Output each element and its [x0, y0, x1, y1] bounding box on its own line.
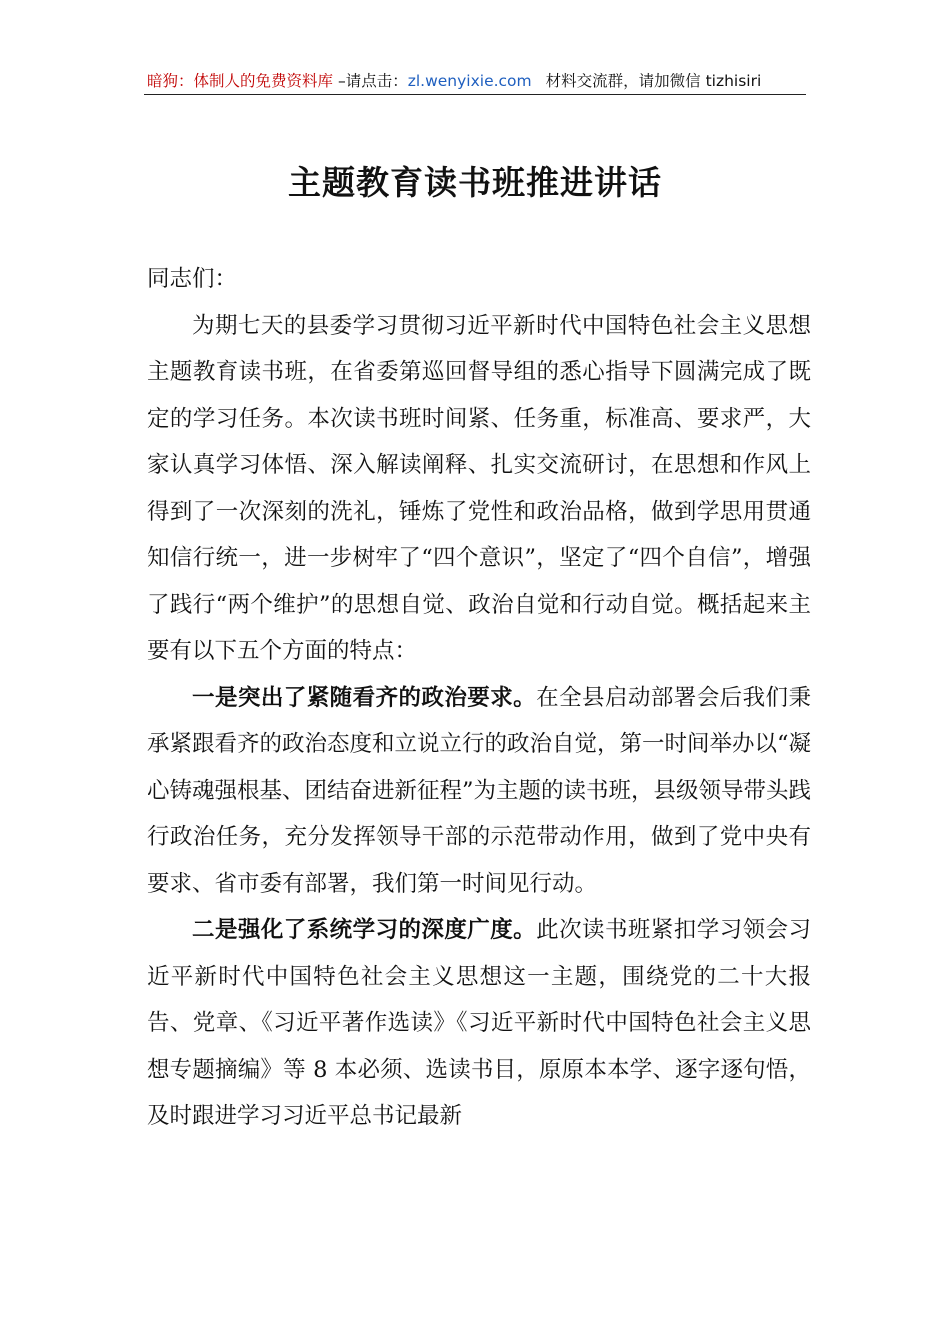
header-brand-link[interactable]: 暗狗：体制人的免费资料库 [147, 72, 334, 90]
paragraph-lead: 二是强化了系统学习的深度广度。 [192, 917, 537, 943]
page-header [147, 70, 807, 92]
paragraph-text: 为期七天的县委学习贯彻习近平新时代中国特色社会主义思想主题教育读书班，在省委第巡回督导组的悉心指导下圆满完成了既定的学习任务。本次读书班时间紧、任务重，标准高、要求严，大家认真学习体悟、深入解读阐释、扎实交流研讨，在思想和作风上得到了一次深刻的洗礼，锤炼了党性和政治品格，做到学思用贯通知信行统一，进一步树牢了“四个意识”，坚定了“四个自信”，增强了践行“两个维护”的思想自觉、政治自觉和行动自觉。概括起来主要有以下五个方面的特点： [147, 312, 811, 664]
document-body [147, 256, 811, 1140]
header-group-note: 材料交流群，请加微信 tizhisiri [545, 72, 762, 90]
paragraph-intro [147, 303, 811, 675]
paragraph-text: 在全县启动部署会后我们秉承紧跟看齐的政治态度和立说立行的政治自觉，第一时间举办以“凝心铸魂强根基、团结奋进新征程”为主题的读书班，县级领导带头践行政治任务，充分发挥领导干部的示范带动作用，做到了党中央有要求、省市委有部署，我们第一时间见行动。 [147, 684, 812, 897]
paragraph-point-1 [147, 675, 811, 908]
salutation: 同志们： [147, 266, 238, 292]
document-title: 主题教育读书班推进讲话 [288, 163, 662, 202]
header-click-prompt: –请点击： [333, 72, 408, 90]
paragraph-point-2 [147, 907, 811, 1140]
header-divider [144, 94, 806, 95]
paragraph-lead: 一是突出了紧随看齐的政治要求。 [192, 684, 537, 711]
paragraph-text: 此次读书班紧扣学习领会习近平新时代中国特色社会主义思想这一主题，围绕党的二十大报告、党章、《习近平著作选读》《习近平新时代中国特色社会主义思想专题摘编》等 8 本必须、选读书目，原原本本学、逐字逐句悟，及时跟进学习习近平总书记最新 [147, 917, 811, 1129]
header-url-link[interactable]: zl.wenyixie.com [407, 72, 532, 90]
